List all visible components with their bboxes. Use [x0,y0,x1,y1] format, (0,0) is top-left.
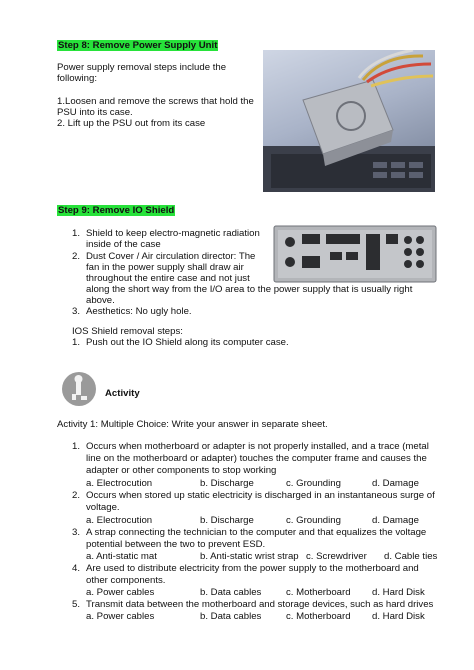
question-4-line1: Are used to distribute electricity from the power supply to the motherboard and [86,563,419,574]
question-5-option-c: c. Motherboard [286,611,351,622]
question-5-line1: Transmit data between the motherboard and storage devices, such as hard drives [86,599,434,610]
step9-item2-line2: fan in the power supply shall draw air [86,262,244,273]
question-1-option-b: b. Discharge [200,478,254,489]
question-3-line1: A strap connecting the technician to the computer and that equalizes the voltage [86,527,427,538]
question-1-number: 1. [72,441,81,452]
step9-item2-line1: Dust Cover / Air circulation director: The [86,251,256,262]
question-5-option-d: d. Hard Disk [372,611,425,622]
question-2-option-d: d. Damage [372,515,419,526]
question-3-option-a: a. Anti-static mat [86,551,157,562]
question-3-option-d: d. Cable ties [384,551,438,562]
step9-item3-line1: Aesthetics: No ugly hole. [86,306,192,317]
io-shield-removal-number: 1. [72,337,81,348]
question-3-line2: potential between the two to prevent ESD. [86,539,266,550]
step8-intro-line1: Power supply removal steps include the [57,62,227,73]
question-1-option-a: a. Electrocution [86,478,153,489]
io-shield-removal-step: Push out the IO Shield along its computer case. [86,337,289,348]
question-1-line2: line on the motherboard or adapter) touches the computer frame and causes the [86,453,427,464]
tools-icon-graphic [62,372,96,406]
question-4-option-c: c. Motherboard [286,587,351,598]
step9-item2-line3: throughout the entire case and not just [86,273,250,284]
question-4-line2: other components. [86,575,166,586]
question-5-option-a: a. Power cables [86,611,155,622]
question-3-option-b: b. Anti-static wrist strap [200,551,299,562]
step9-item1-line2: inside of the case [86,239,161,250]
question-3-option-c: c. Screwdriver [306,551,367,562]
activity-instruction: Activity 1: Multiple Choice: Write your answer in separate sheet. [57,419,328,430]
question-4-number: 4. [72,563,81,574]
question-4-option-a: a. Power cables [86,587,155,598]
activity-title: Activity [105,388,140,399]
question-2-option-c: c. Grounding [286,515,341,526]
step8-step1-line2: PSU into its case. [57,107,133,118]
io-shield-removal-heading: IOS Shield removal steps: [72,326,183,337]
question-1-line3: adapter or other components to stop working [86,465,277,476]
question-1-line1: Occurs when motherboard or adapter is not properly installed, and a trace (metal [86,441,429,452]
question-2-line2: voltage. [86,502,120,513]
step9-item1-number: 1. [72,228,81,239]
step8-step2: 2. Lift up the PSU out from its case [57,118,206,129]
tools-icon [62,372,96,406]
question-4-option-b: b. Data cables [200,587,262,598]
question-5-option-b: b. Data cables [200,611,262,622]
step9-item1-line1: Shield to keep electro-magnetic radiation [86,228,260,239]
question-5-number: 5. [72,599,81,610]
question-2-option-b: b. Discharge [200,515,254,526]
step9-heading: Step 9: Remove IO Shield [58,205,175,216]
step9-item3-number: 3. [72,306,81,317]
io-shield-illustration [272,222,438,286]
question-3-number: 3. [72,527,81,538]
question-2-number: 2. [72,490,81,501]
psu-illustration [263,50,435,192]
question-4-option-d: d. Hard Disk [372,587,425,598]
step9-item2-number: 2. [72,251,81,262]
step9-item2-continued-line2: above. [86,295,115,306]
question-2-line1: Occurs when stored up static electricity is discharged in an instantaneous surge of [86,490,435,501]
question-2-option-a: a. Electrocution [86,515,153,526]
step8-heading: Step 8: Remove Power Supply Unit [58,40,218,51]
io-shield-photo [272,222,438,286]
step9-item2-continued-line1: along the short way from the I/O area to the power supply that is usually right [86,284,413,295]
question-1-option-d: d. Damage [372,478,419,489]
psu-photo [263,50,435,192]
step8-intro-line2: following: [57,73,97,84]
step8-step1-line1: 1.Loosen and remove the screws that hold the [57,96,254,107]
question-1-option-c: c. Grounding [286,478,341,489]
